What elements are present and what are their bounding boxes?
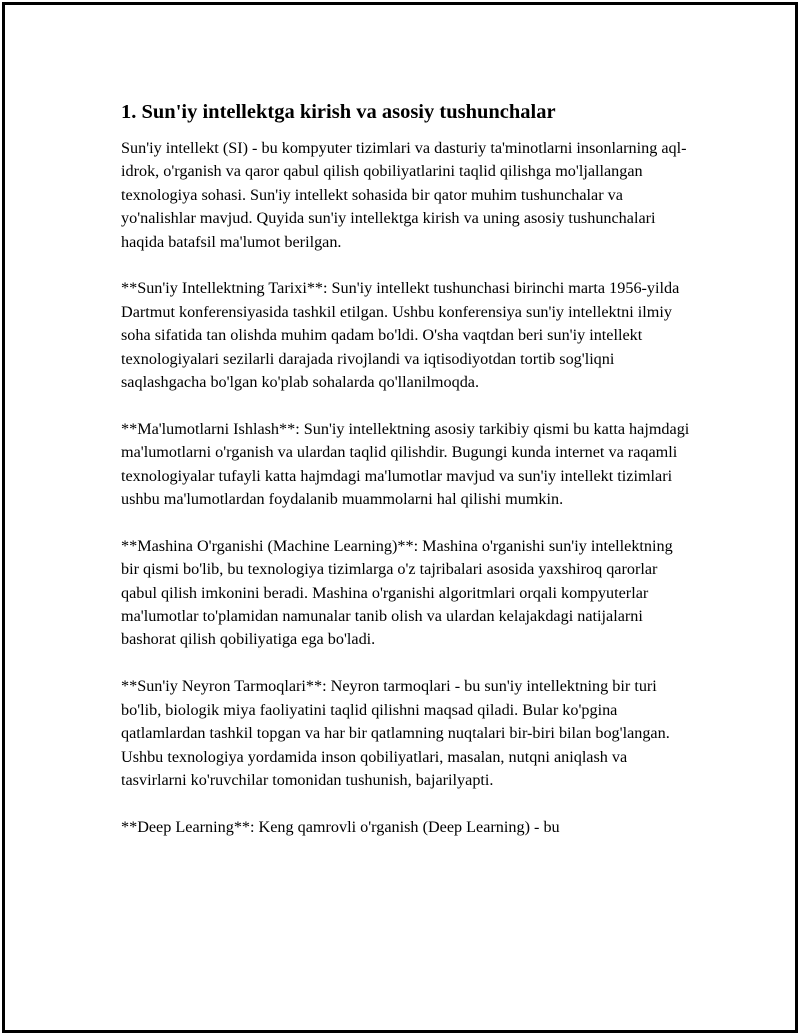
paragraph-neural-networks: **Sun'iy Neyron Tarmoqlari**: Neyron tarmoqlari - bu sun'iy intellektning bir turi bo'lib, biologik miya faoliyatini taqlid qilishni maqsad qiladi. Bular ko'pgina qatlamlardan tashkil topgan va har bir qatlamning nuqtalari bir-biri bilan bog'langan. Ushbu texnologiya yordamida inson qobiliyatlari, masalan, nutqni aniqlash va tasvirlarni ko'ruvchilar tomonidan tushunish, bajarilyapti.	[121, 677, 670, 789]
paragraph-history: **Sun'iy Intellektning Tarixi**: Sun'iy intellekt tushunchasi birinchi marta 1956-yilda Dartmut konferensiyasida tashkil etilgan. Ushbu konferensiya sun'iy intellektni ilmiy soha sifatida tan olishda muhim qadam bo'ldi. O'sha vaqtdan beri sun'iy intellekt texnologiyalari sezilarli darajada rivojlandi va iqtisodiyotdan tortib sog'liqni saqlashgacha bo'lgan ko'plab sohalarda qo'llanilmoqda.	[121, 279, 680, 392]
paragraph-machine-learning: **Mashina O'rganishi (Machine Learning)**: Mashina o'rganishi sun'iy intellektning bir qismi bo'lib, bu texnologiya tizimlarga o'z tajribalari asosida yaxshiroq qarorlar qabul qilish imkonini beradi. Mashina o'rganishi algoritmlari orqali kompyuterlar ma'lumotlar to'plamidan namunalar tanib olish va ulardan kelajakdagi natijalarni bashorat qilish qobiliyatiga ega bo'ladi.	[121, 536, 673, 649]
paragraph-deep-learning: **Deep Learning**: Keng qamrovli o'rganish (Deep Learning) - bu	[121, 817, 560, 836]
page-frame	[2, 2, 798, 1033]
paragraph-data-processing: **Ma'lumotlarni Ishlash**: Sun'iy intellektning asosiy tarkibiy qismi bu katta hajmdagi ma'lumotlarni o'rganish va ulardan taqlid qilishdir. Bugungi kunda internet va raqamli texnologiyalar tufayli katta hajmdagi ma'lumotlar mavjud va sun'iy intellekt tizimlari ushbu ma'lumotlardan foydalanib muammolarni hal qilishi mumkin.	[121, 419, 690, 509]
document-body	[121, 99, 693, 839]
paragraph-introduction: Sun'iy intellekt (SI) - bu kompyuter tizimlari va dasturiy ta'minotlarni insonlarning aql-idrok, o'rganish va qaror qabul qilish qobiliyatlarini taqlid qilishga mo'ljallangan texnologiya sohasi. Sun'iy intellekt sohasida bir qator muhim tushunchalar va yo'nalishlar mavjud. Quyida sun'iy intellektga kirish va uning asosiy tushunchalari haqida batafsil ma'lumot berilgan.	[121, 139, 687, 251]
section-heading: 1. Sun'iy intellektga kirish va asosiy tushunchalar	[121, 101, 556, 123]
